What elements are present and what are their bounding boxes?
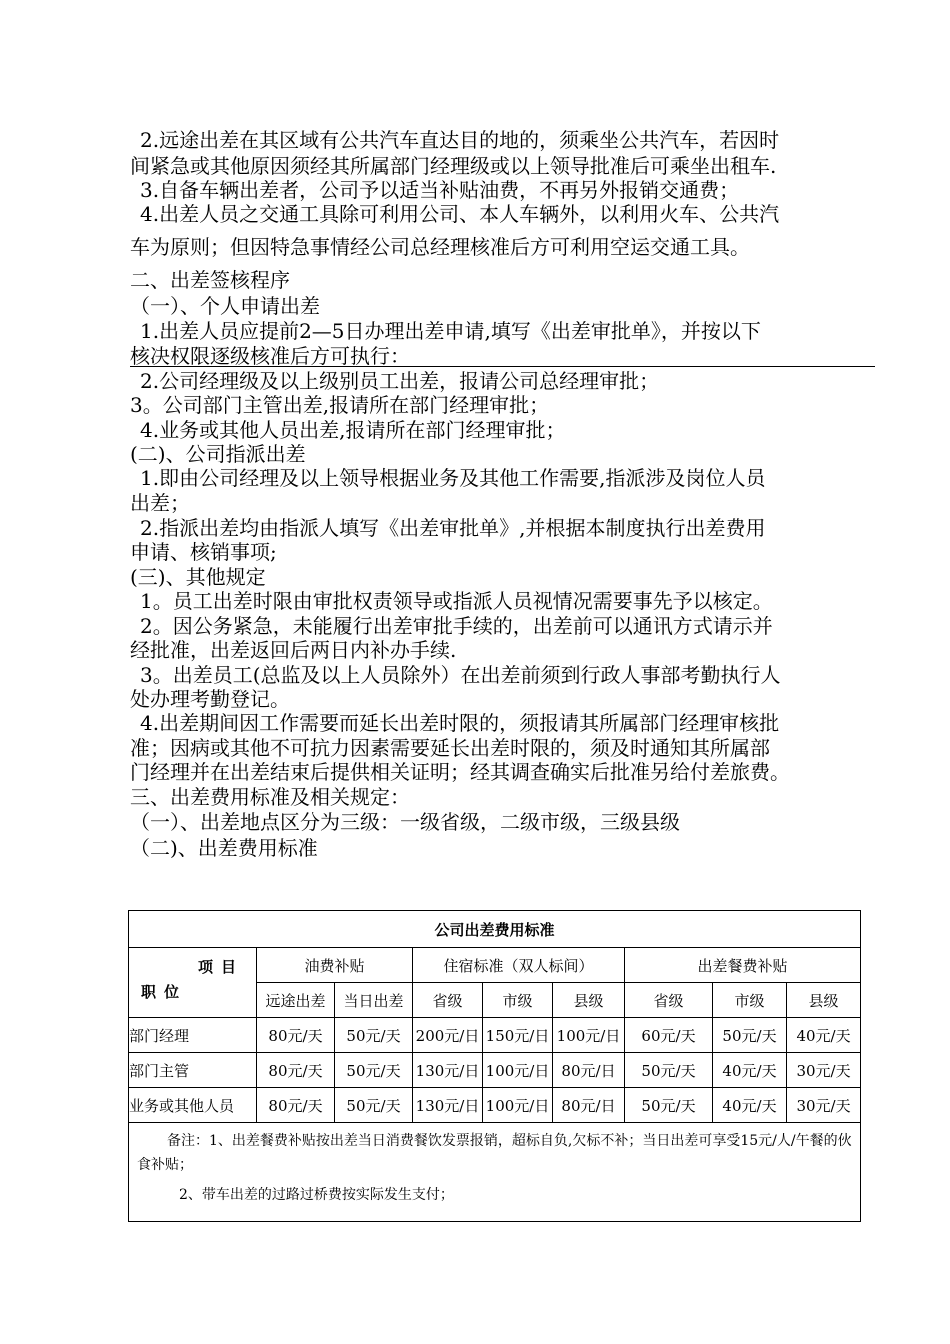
table-cell: 80元/天 [257,1053,335,1088]
table-row [129,1018,861,1053]
row-position: 部门经理 [129,1018,257,1053]
paragraph-line: 门经理并在出差结束后提供相关证明；经其调查确实后批准另给付差旅费。 [130,760,790,784]
paragraph-line: 2.指派出差均由指派人填写《出差审批单》,并根据本制度执行出差费用 [140,516,766,540]
paragraph-line: 车为原则；但因特急事情经公司总经理核准后方可利用空运交通工具。 [130,235,750,259]
paragraph-line: 4.出差人员之交通工具除可利用公司、本人车辆外，以利用火车、公共汽 [140,202,780,226]
header-item-label: 项目 [197,958,244,976]
table-cell: 50元/天 [335,1018,413,1053]
sub-header: 市级 [483,983,553,1018]
table-cell: 200元/日 [413,1018,483,1053]
table-cell: 100元/日 [483,1053,553,1088]
subsection-heading: (三)、其他规定 [130,565,266,589]
table-note-cell [129,1123,861,1222]
table-cell: 80元/日 [553,1088,625,1123]
table-cell: 50元/天 [625,1053,713,1088]
table-cell: 100元/日 [483,1088,553,1123]
table-cell: 50元/天 [713,1018,787,1053]
sub-header: 省级 [413,983,483,1018]
table-note-1: 备注：1、出差餐费补贴按出差当日消费餐饮发票报销，超标自负,欠标不补；当日出差可享受15元/人/午餐的伙食补贴； [137,1133,852,1173]
table-cell: 50元/天 [335,1053,413,1088]
table-cell: 80元/天 [257,1088,335,1123]
group-header-meals: 出差餐费补贴 [625,948,861,983]
group-header-lodging: 住宿标准（双人标间） [413,948,625,983]
sub-header: 省级 [625,983,713,1018]
subsection-heading: （二)、出差费用标准 [130,836,318,860]
paragraph-line: 出差； [130,491,190,515]
paragraph-line: 申请、核销事项; [130,540,277,564]
sub-header: 县级 [553,983,625,1018]
paragraph-line: 2.远途出差在其区域有公共汽车直达目的地的，须乘坐公共汽车，若因时 [140,128,780,152]
paragraph-line: 4.出差期间因工作需要而延长出差时限的，须报请其所属部门经理审核批 [140,711,780,735]
table-cell: 30元/天 [787,1053,861,1088]
paragraph-line: 处办理考勤登记。 [130,687,290,711]
travel-expense-table [128,910,861,1222]
paragraph-line: 准；因病或其他不可抗力因素需要延长出差时限的，须及时通知其所属部 [130,736,770,760]
sub-header: 远途出差 [257,983,335,1018]
paragraph-line: 1。员工出差时限由审批权责领导或指派人员视情况需要事先予以核定。 [140,589,773,613]
table-cell: 40元/天 [713,1053,787,1088]
table-cell: 150元/日 [483,1018,553,1053]
paragraph-line: 2.公司经理级及以上级别员工出差，报请公司总经理审批； [140,369,660,393]
table-cell: 130元/日 [413,1088,483,1123]
table-cell: 40元/天 [713,1088,787,1123]
table-cell: 80元/日 [553,1053,625,1088]
header-corner-cell [129,948,257,1018]
table-cell: 30元/天 [787,1088,861,1123]
paragraph-line: 核决权限逐级核准后方可执行： [130,344,410,368]
table-title: 公司出差费用标准 [129,911,861,948]
table-cell: 40元/天 [787,1018,861,1053]
paragraph-line: 间紧急或其他原因须经其所属部门经理级或以上领导批准后可乘坐出租车. [130,154,777,178]
table-cell: 130元/日 [413,1053,483,1088]
paragraph-line: 4.业务或其他人员出差,报请所在部门经理审批； [140,418,566,442]
paragraph-line: 3。出差员工(总监及以上人员除外）在出差前须到行政人事部考勤执行人 [140,663,781,687]
subsection-heading: （一）、出差地点区分为三级：一级省级，二级市级，三级县级 [130,810,680,834]
sub-header: 县级 [787,983,861,1018]
section-heading: 三、出差费用标准及相关规定： [130,785,410,809]
group-header-fuel: 油费补贴 [257,948,413,983]
horizontal-rule [130,366,875,367]
paragraph-line: 经批准，出差返回后两日内补办手续. [130,638,457,662]
table-cell: 50元/天 [335,1088,413,1123]
paragraph-line: 3。公司部门主管出差,报请所在部门经理审批； [130,393,550,417]
table-row [129,1053,861,1088]
table-cell: 80元/天 [257,1018,335,1053]
table-note-2: 2、带车出差的过路过桥费按实际发生支付； [179,1187,454,1203]
sub-header: 市级 [713,983,787,1018]
row-position: 部门主管 [129,1053,257,1088]
paragraph-line: 3.自备车辆出差者，公司予以适当补贴油费，不再另外报销交通费； [140,178,740,202]
subsection-heading: （一）、个人申请出差 [130,294,320,318]
table-row [129,1088,861,1123]
paragraph-line: 1.出差人员应提前2—5日办理出差申请,填写《出差审批单》，并按以下 [140,319,761,343]
subsection-heading: (二)、公司指派出差 [130,442,306,466]
row-position: 业务或其他人员 [129,1088,257,1123]
header-position-label: 职位 [141,983,188,1001]
section-heading: 二、出差签核程序 [130,268,290,292]
table-cell: 100元/日 [553,1018,625,1053]
sub-header: 当日出差 [335,983,413,1018]
table-cell: 50元/天 [625,1088,713,1123]
paragraph-line: 2。因公务紧急，未能履行出差审批手续的，出差前可以通讯方式请示并 [140,614,773,638]
paragraph-line: 1.即由公司经理及以上领导根据业务及其他工作需要,指派涉及岗位人员 [140,466,766,490]
table-cell: 60元/天 [625,1018,713,1053]
